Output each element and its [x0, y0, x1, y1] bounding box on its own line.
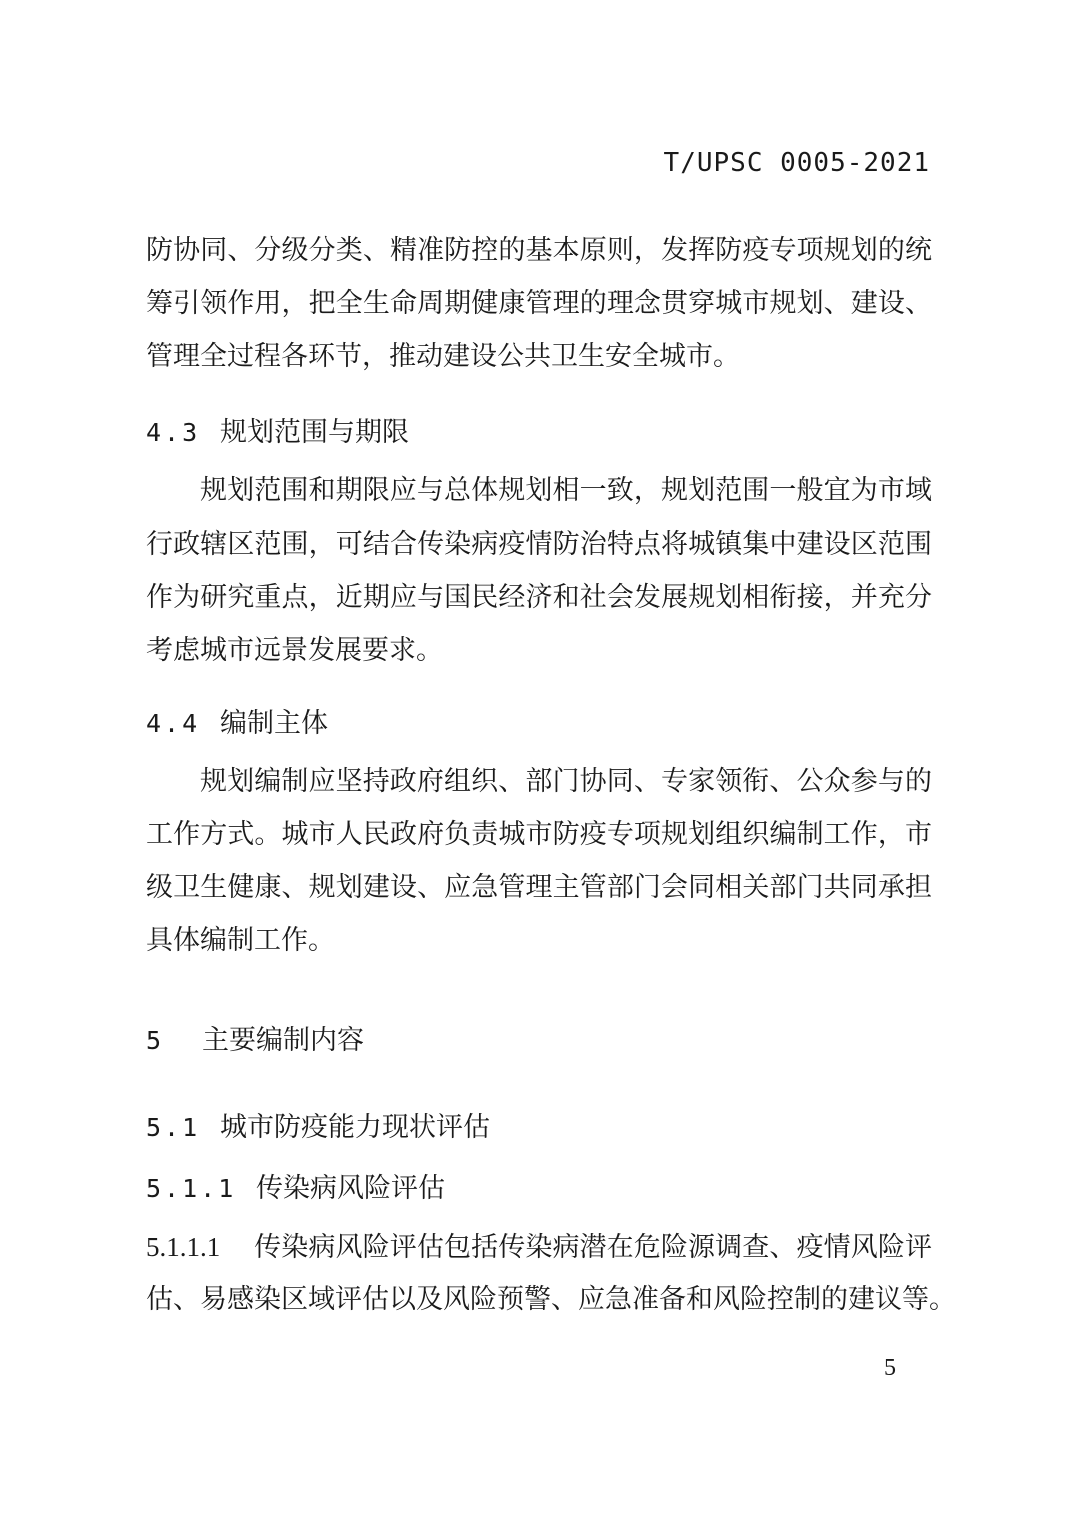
- section-heading-5-1-1: [146, 1169, 445, 1209]
- clause-text: 传染病风险评估包括传染病潜在危险源调查、疫情风险评: [254, 1232, 932, 1263]
- section-number: 4.3: [146, 418, 201, 447]
- section-title: 传染病风险评估: [256, 1173, 445, 1204]
- paragraph-line: 筹引领作用，把全生命周期健康管理的理念贯穿城市规划、建设、: [146, 288, 932, 319]
- section-number: 5: [146, 1026, 165, 1055]
- paragraph-line: 具体编制工作。: [146, 925, 335, 956]
- section-heading-5-1: [146, 1108, 490, 1148]
- section-number: 5.1.1: [146, 1174, 237, 1203]
- section-title: 城市防疫能力现状评估: [220, 1112, 490, 1143]
- paragraph-line: 规划编制应坚持政府组织、部门协同、专家领衔、公众参与的: [200, 766, 932, 797]
- paragraph-line: 规划范围和期限应与总体规划相一致，规划范围一般宜为市域: [200, 475, 932, 506]
- section-title: 规划范围与期限: [220, 417, 409, 448]
- document-code: T/UPSC 0005-2021: [663, 148, 930, 178]
- section-title: 主要编制内容: [202, 1025, 364, 1056]
- paragraph-line: 管理全过程各环节，推动建设公共卫生安全城市。: [146, 341, 740, 372]
- section-heading-5: [146, 1021, 364, 1061]
- paragraph-line: 考虑城市远景发展要求。: [146, 635, 443, 666]
- section-number: 4.4: [146, 709, 201, 738]
- section-title: 编制主体: [220, 708, 328, 739]
- section-heading-4-3: [146, 413, 409, 453]
- clause-line: 估、易感染区域评估以及风险预警、应急准备和风险控制的建议等。: [146, 1284, 956, 1315]
- section-heading-4-4: [146, 704, 328, 744]
- clause-number: 5.1.1.1: [146, 1232, 221, 1262]
- section-number: 5.1: [146, 1113, 201, 1142]
- page-number: 5: [884, 1355, 896, 1381]
- clause-line: [146, 1227, 932, 1268]
- paragraph-line: 行政辖区范围，可结合传染病疫情防治特点将城镇集中建设区范围: [146, 529, 932, 560]
- paragraph-line: 级卫生健康、规划建设、应急管理主管部门会同相关部门共同承担: [146, 872, 932, 903]
- paragraph-line: 工作方式。城市人民政府负责城市防疫专项规划组织编制工作，市: [146, 819, 932, 850]
- paragraph-line: 防协同、分级分类、精准防控的基本原则，发挥防疫专项规划的统: [146, 235, 932, 266]
- paragraph-line: 作为研究重点，近期应与国民经济和社会发展规划相衔接，并充分: [146, 582, 932, 613]
